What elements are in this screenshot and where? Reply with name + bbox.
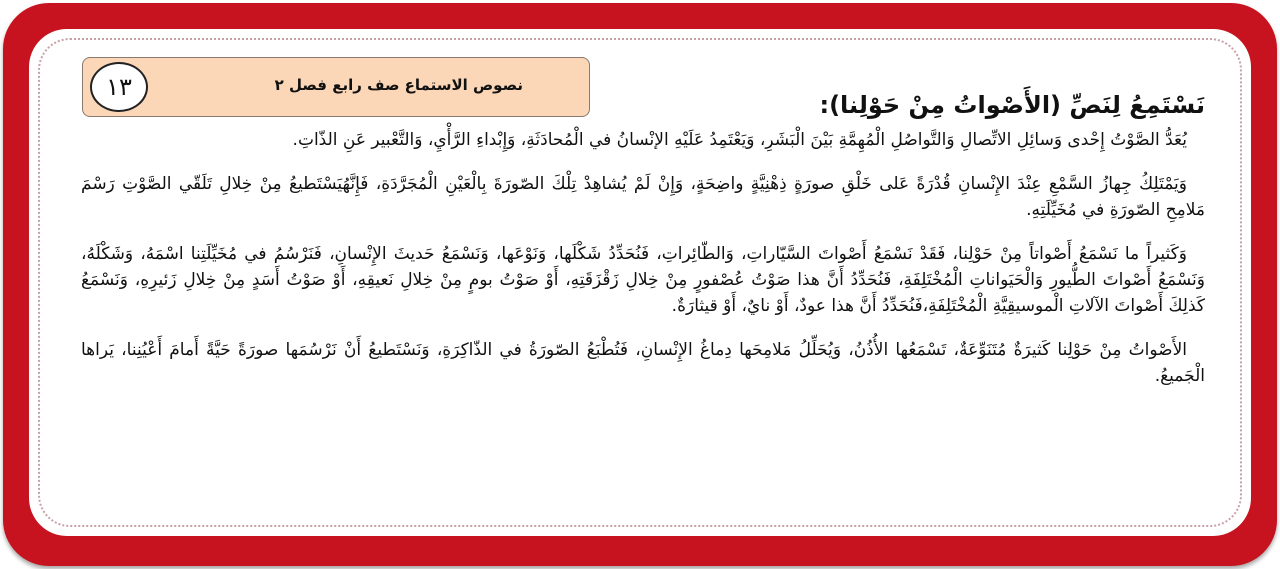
paragraph-4: الأَصْواتُ مِنْ حَوْلِنا كَثيرَةٌ مُتَنَوِّعَةٌ، تَسْمَعُها الأُذُنُ، وَيُحَلِّلُ مَلامِحَها دِماغُ الإِنْسانِ، فَتُطْبَعُ الصّورَةُ في الذّاكِرَةِ، وَنَسْتَطيعُ أَنْ نَرْسُمَها صورَةً حَيَّةً أَمامَ أَعْيُنِنا، يَراها الْجَميعُ.	[81, 340, 1205, 386]
paragraph-2: وَيَمْتَلِكُ جِهازُ السَّمْعِ عِنْدَ الإِنْسانِ قُدْرَةً عَلى خَلْقِ صورَةٍ ذِهْنِيَّةٍ واضِحَةٍ، وَإِنْ لَمْ يُشاهِدْ تِلْكَ الصّورَةَ بِالْعَيْنِ الْمُجَرَّدَةِ، فَإِنَّهُيَسْتَطيعُ مِنْ خِلالِ تَلَقّي الصَّوْتِ رَسْمَ مَلامِحِ الصّورَةِ في مُخَيِّلَتِهِ.	[81, 174, 1205, 220]
reading-text	[81, 127, 1205, 407]
outer-red-frame	[3, 3, 1277, 566]
content-card	[29, 29, 1251, 536]
page-number-badge: ١٣	[90, 62, 148, 112]
paragraph-3: وَكَثيراً ما نَسْمَعُ أَصْواتاً مِنْ حَوْلِنا، فَقَدْ نَسْمَعُ أَصْواتَ السَّيّاراتِ، وَالطّائِراتِ، فَنُحَدِّدُ شَكْلَها، وَنَوْعَها، وَنَسْمَعُ حَديثَ الإِنْسانِ، فَنَرْسُمُ في مُخَيِّلَتِنا اسْمَهُ، وَشَكْلَهُ، وَنَسْمَعُ أَصْواتَ الطُّيورِ وَالْحَيَواناتِ الْمُخْتَلِفَةِ، فَنُحَدِّدُ أَنَّ هذا صَوْتُ عُصْفورٍ مِنْ خِلالِ زَقْزَقَتِهِ، أَوْ صَوْتُ بومٍ مِنْ خِلالِ نَعيقِهِ، أَوْ صَوْتُ أَسَدٍ مِنْ خِلالِ زَئيرِهِ، وَنَسْمَعُ كَذلِكَ أَصْواتَ الآلاتِ الْموسيقِيَّةِ الْمُخْتَلِفَةِ،فَنُحَدِّدُ أَنَّ هذا عودٌ، أَوْ نايٌ، أَوْ قيثارَةٌ.	[81, 244, 1205, 316]
header-banner	[82, 57, 590, 117]
header-title: نصوص الاستماع صف رابع فصل ٢	[274, 76, 523, 94]
paragraph-1: يُعَدُّ الصَّوْتُ إِحْدى وَسائِلِ الاتِّصالِ وَالتَّواصُلِ الْمُهِمَّةِ بَيْنَ الْبَشَرِ، وَيَعْتَمِدُ عَلَيْهِ الإنْسانُ في الْمُحادَثَةِ، وَإِبْداءِ الرَّأْيِ، وَالتَّعْبير عَنِ الذّاتِ.	[292, 130, 1187, 150]
section-title: نَسْتَمِعُ لِنَصِّ (الأَصْواتُ مِنْ حَوْلِنا):	[819, 91, 1205, 119]
